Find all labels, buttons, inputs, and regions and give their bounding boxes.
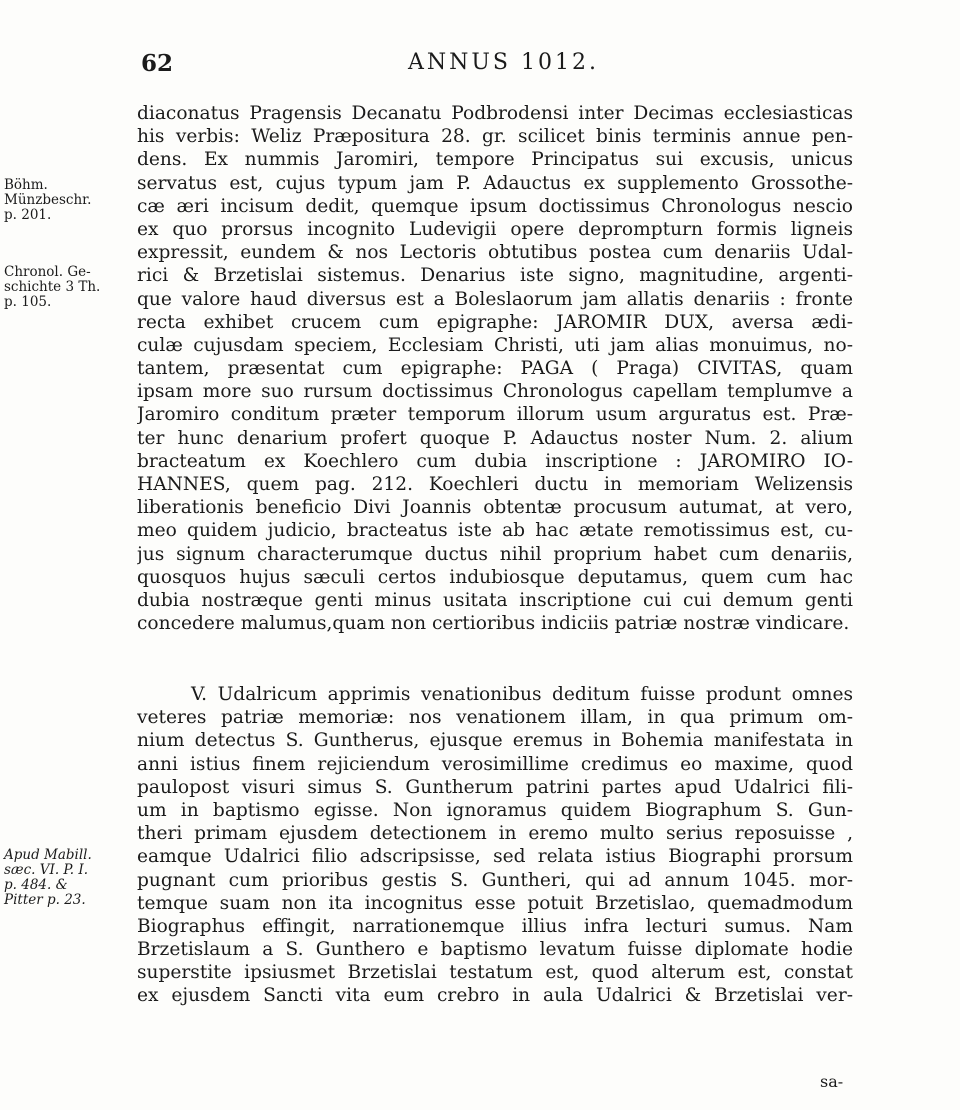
- catchword: sa-: [820, 1072, 844, 1091]
- page-number: 62: [141, 50, 174, 77]
- text-line: theri primam ejusdem detectionem in eremo multo serius reposuisse ,: [137, 823, 853, 845]
- text-line: superstite ipsiusmet Brzetislai testatum est, quod alterum est, constat: [137, 962, 853, 984]
- margin-note-mabill: [4, 848, 136, 908]
- text-line: Biographus effingit, narrationemque illius infra lecturi sumus. Nam: [137, 915, 853, 937]
- text-line: recta exhibet crucem cum epigraphe: JAROMIR DUX, aversa ædi-: [137, 311, 853, 333]
- text-line: ter hunc denarium profert quoque P. Adauctus noster Num. 2. alium: [137, 427, 853, 449]
- margin-note-line: Münzbeschr.: [4, 192, 92, 208]
- margin-note-line: p. 484. &: [4, 877, 68, 893]
- text-line: his verbis: Weliz Præpositura 28. gr. scilicet binis terminis annue pen-: [137, 126, 853, 148]
- text-line: ex ejusdem Sancti vita eum crebro in aula Udalrici & Brzetislai ver-: [137, 985, 853, 1007]
- text-line: culæ cujusdam speciem, Ecclesiam Christi, uti jam alias monuimus, no-: [137, 334, 853, 356]
- text-line: eamque Udalrici filio adscripsisse, sed relata istius Biographi prorsum: [137, 846, 853, 868]
- text-line: anni istius finem rejiciendum verosimillime credimus eo maxime, quod: [137, 753, 853, 775]
- margin-note-line: p. 201.: [4, 207, 52, 223]
- running-head: ANNUS 1012.: [408, 50, 599, 75]
- text-line: cæ æri incisum dedit, quemque ipsum doctissimus Chronologus nescio: [137, 195, 853, 217]
- margin-note-line: p. 105.: [4, 294, 52, 310]
- margin-note-boehm: [4, 178, 136, 223]
- margin-note-line: Pitter p. 23.: [4, 892, 86, 908]
- text-line: meo quidem judicio, bracteatus iste ab hac ætate remotissimus est, cu-: [137, 520, 853, 542]
- text-line: quosquos hujus sæculi certos indubiosque deputamus, quem cum hac: [137, 566, 853, 588]
- text-line: dubia nostræque genti minus usitata inscriptione cui cui demum genti: [137, 589, 853, 611]
- text-line: concedere malumus,quam non certioribus indiciis patriæ nostræ vindicare.: [137, 613, 850, 635]
- paragraph-2: [137, 683, 853, 1008]
- text-line: diaconatus Pragensis Decanatu Podbrodensi inter Decimas ecclesiasticas: [137, 103, 853, 124]
- page-header: [0, 50, 960, 90]
- text-line: Jaromiro conditum præter temporum illorum usum arguratus est. Præ-: [137, 404, 853, 426]
- text-line: expressit, eundem & nos Lectoris obtutibus postea cum denariis Udal-: [137, 242, 853, 264]
- text-line: veteres patriæ memoriæ: nos venationem illam, in qua primum om-: [137, 707, 853, 729]
- text-line: tantem, præsentat cum epigraphe: PAGA ( Praga) CIVITAS, quam: [137, 358, 853, 380]
- margin-note-line: Apud Mabill.: [4, 847, 92, 863]
- text-line: temque suam non ita incognitus esse potuit Brzetislao, quemadmodum: [137, 892, 853, 914]
- text-line: Brzetislaum a S. Gunthero e baptismo levatum fuisse diplomate hodie: [137, 939, 853, 961]
- text-line: um in baptismo egisse. Non ignoramus quidem Biographum S. Gun-: [137, 799, 853, 821]
- text-line: rici & Brzetislai sistemus. Denarius iste signo, magnitudine, argenti-: [137, 265, 853, 287]
- paragraph-1: [137, 102, 853, 635]
- text-line: nium detectus S. Guntherus, ejusque eremus in Bohemia manifestata in: [137, 730, 853, 752]
- margin-note-chronol: [4, 265, 136, 310]
- margin-note-line: Böhm.: [4, 177, 48, 193]
- text-line: bracteatum ex Koechlero cum dubia inscriptione : JAROMIRO IO-: [137, 450, 853, 472]
- text-line: ipsam more suo rursum doctissimus Chronologus capellam templumve a: [137, 381, 853, 403]
- text-line: jus signum characterumque ductus nihil proprium habet cum denariis,: [137, 543, 853, 565]
- margin-note-line: Chronol. Ge-: [4, 264, 91, 280]
- text-line: V. Udalricum apprimis venationibus deditum fuisse produnt omnes: [191, 684, 853, 705]
- text-line: dens. Ex nummis Jaromiri, tempore Principatus sui excusis, unicus: [137, 149, 853, 171]
- text-line: pugnant cum prioribus gestis S. Guntheri, qui ad annum 1045. mor-: [137, 869, 853, 891]
- text-line: ex quo prorsus incognito Ludevigii opere deprompturn formis ligneis: [137, 218, 853, 240]
- margin-note-line: schichte 3 Th.: [4, 279, 101, 295]
- text-line: servatus est, cujus typum jam P. Adauctus ex supplemento Grossothe-: [137, 172, 853, 194]
- margin-note-line: sæc. VI. P. I.: [4, 862, 88, 878]
- text-line: HANNES, quem pag. 212. Koechleri ductu in memoriam Welizensis: [137, 474, 853, 495]
- text-line: liberationis beneficio Divi Joannis obtentæ procusum autumat, at vero,: [137, 497, 853, 519]
- text-line: paulopost visuri simus S. Guntherum patrini partes apud Udalrici fili-: [137, 776, 853, 798]
- text-line: que valore haud diversus est a Boleslaorum jam allatis denariis : fronte: [137, 288, 853, 310]
